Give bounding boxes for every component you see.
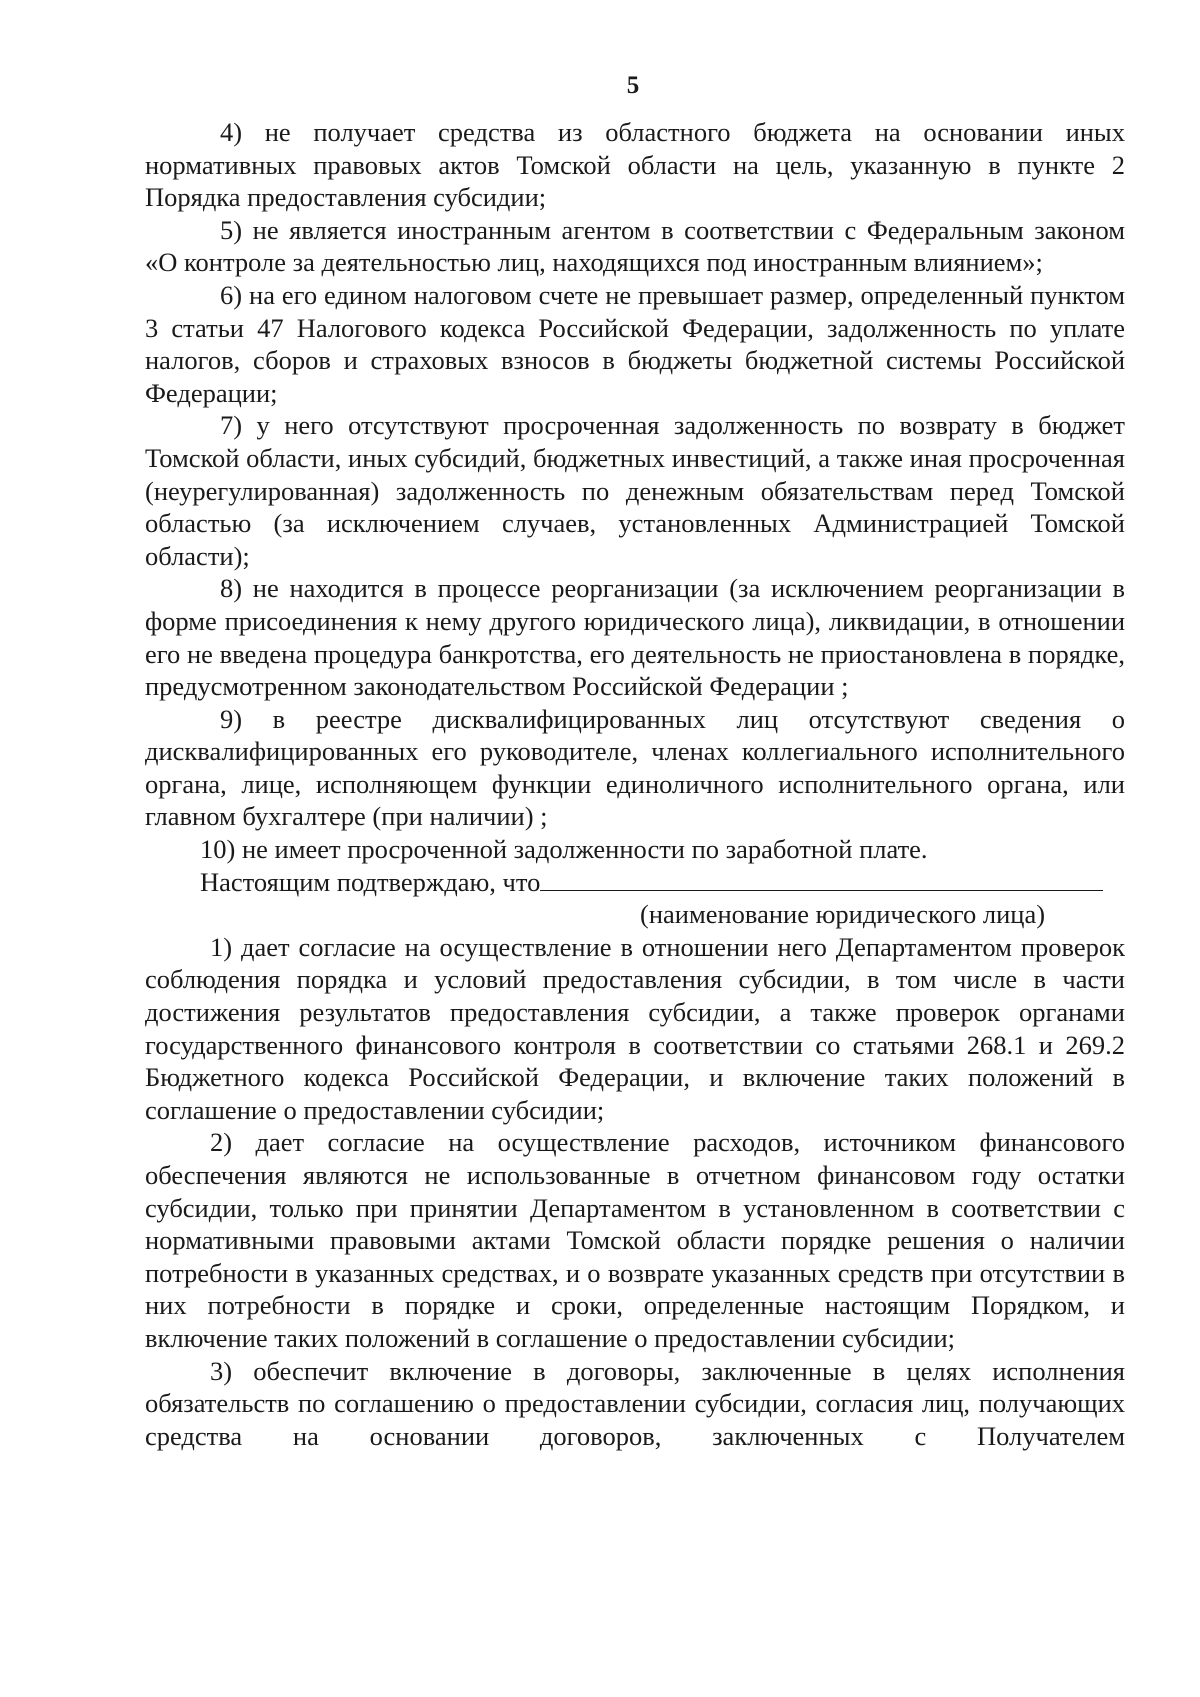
paragraph-item-7: 7) у него отсутствуют просроченная задолженность по возврату в бюджет Томской области, иных субсидий, бюджетных инвестиций, а также иная просроченная (неурегулированная) задолженность по денежным обязательствам перед Томской областью (за исключением случаев, установленных Администрацией Томской области); xyxy=(145,410,1125,571)
document-body xyxy=(145,116,1125,1452)
paragraph-item-10: 10) не имеет просроченной задолженности по заработной плате. xyxy=(200,834,928,865)
confirmation-prefix: Настоящим подтверждаю, что xyxy=(200,866,541,897)
paragraph-item-6: 6) на его едином налоговом счете не превышает размер, определенный пунктом 3 статьи 47 Налогового кодекса Российской Федерации, задолженность по уплате налогов, сборов и страховых взносов в бюджеты бюджетной системы Российской Федерации; xyxy=(145,279,1125,408)
paragraph-item-9: 9) в реестре дисквалифицированных лиц отсутствуют сведения о дисквалифицированных его руководителе, членах коллегиального исполнительного органа, лице, исполняющем функции единоличного исполнительного органа, или главном бухгалтере (при наличии) ; xyxy=(145,703,1125,832)
page-number: 5 xyxy=(626,72,640,99)
paragraph-item-8: 8) не находится в процессе реорганизации (за исключением реорганизации в форме присоединения к нему другого юридического лица), ликвидации, в отношении его не введена процедура банкротства, его деятельность не приостановлена в порядке, предусмотренном законодательством Российской Федерации ; xyxy=(145,573,1125,702)
paragraph-item-5: 5) не является иностранным агентом в соответствии с Федеральным законом «О контроле за деятельностью лиц, находящихся под иностранным влиянием»; xyxy=(145,214,1125,278)
consent-item-3: 3) обеспечит включение в договоры, заключенные в целях исполнения обязательств по соглашению о предоставлении субсидии, согласия лиц, получающих средства на основании договоров, заключенных с Получателем xyxy=(145,1355,1125,1451)
confirmation-line xyxy=(145,866,1125,899)
organization-name-blank xyxy=(540,868,1103,891)
consent-item-1: 1) дает согласие на осуществление в отношении него Департаментом проверок соблюдения порядка и условий предоставления субсидии, в том числе в части достижения результатов предоставления субсидии, а также проверок органами государственного финансового контроля в соответствии со статьями 268.1 и 269.2 Бюджетного кодекса Российской Федерации, и включение таких положений в соглашение о предоставлении субсидии; xyxy=(145,931,1125,1125)
organization-name-caption: (наименование юридического лица) xyxy=(640,899,1046,930)
paragraph-item-4: 4) не получает средства из областного бюджета на основании иных нормативных правовых актов Томской области на цель, указанную в пункте 2 Порядка предоставления субсидии; xyxy=(145,117,1125,213)
consent-item-2: 2) дает согласие на осуществление расходов, источником финансового обеспечения являются не использованные в отчетном финансовом году остатки субсидии, только при принятии Департаментом в установленном в соответствии с нормативными правовыми актами Томской области порядке решения о наличии потребности в указанных средствах, и о возврате указанных средств при отсутствии в них потребности в порядке и сроки, определенные настоящим Порядком, и включение таких положений в соглашение о предоставлении субсидии; xyxy=(145,1127,1125,1353)
